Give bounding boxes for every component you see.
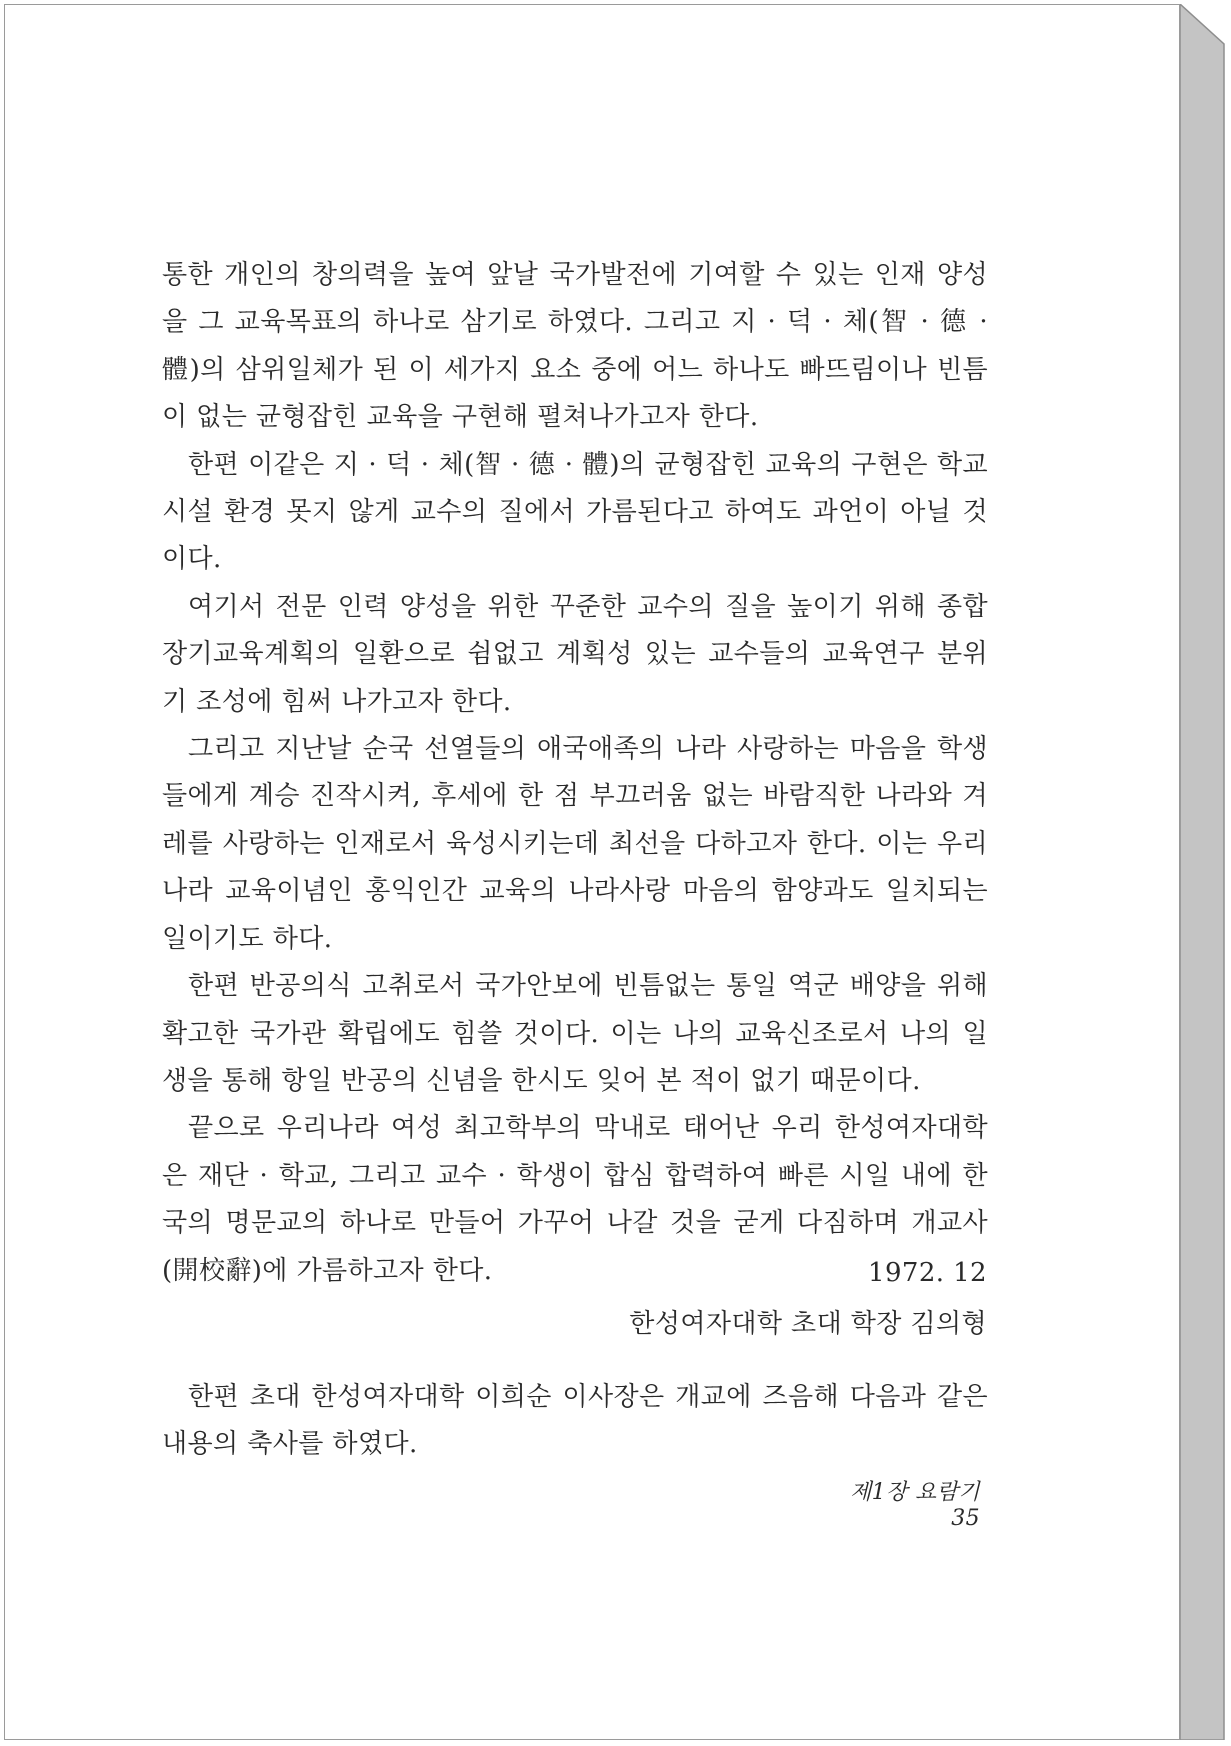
signature-date: 1972. 12 — [868, 1258, 987, 1288]
paragraph: 한편 초대 한성여자대학 이희순 이사장은 개교에 즈음해 다음과 같은 내용의 축사를 하였다. — [162, 1382, 988, 1460]
page-edge — [1180, 4, 1226, 1740]
page-footer: 제1장 요람기 35 — [849, 1480, 980, 1531]
paragraph: 한편 이같은 지 · 덕 · 체(智 · 德 · 體)의 균형잡힌 교육의 구현은 학교 시설 환경 못지 않게 교수의 질에서 가름된다고 하여도 과언이 아닐 것이다. — [162, 449, 988, 575]
signature-block — [629, 1248, 987, 1350]
paragraph: 통한 개인의 창의력을 높여 앞날 국가발전에 기여할 수 있는 인재 양성을 그 교육목표의 하나로 삼기로 하였다. 그리고 지 · 덕 · 체(智 · 德 · 體)의 삼위일체가 된 이 세가지 요소 중에 어느 하나도 빠뜨림이나 빈틈이 없는 균형잡힌 교육을 구현해 펼쳐나가고자 한다. — [162, 260, 988, 433]
paragraph: 한편 반공의식 고취로서 국가안보에 빈틈없는 통일 역군 배양을 위해 확고한 국가관 확립에도 힘쓸 것이다. 이는 나의 교육신조로서 나의 일생을 통해 항일 반공의 신념을 한시도 잊어 본 적이 없기 때문이다. — [162, 971, 988, 1096]
post-text — [162, 1374, 988, 1469]
paragraph: 여기서 전문 인력 양성을 위한 꾸준한 교수의 질을 높이기 위해 종합 장기교육계획의 일환으로 쉼없고 계획성 있는 교수들의 교육연구 분위기 조성에 힘써 나가고자 한다. — [162, 591, 988, 717]
paragraph: 끝으로 우리나라 여성 최고학부의 막내로 태어난 우리 한성여자대학은 재단 · 학교, 그리고 교수 · 학생이 합심 합력하여 빠른 시일 내에 한국의 명문교의 하나로 만들어 가꾸어 나갈 것을 굳게 다짐하며 개교사(開校辭)에 가름하고자 한다. — [162, 1113, 988, 1286]
page-edge-shape — [1180, 4, 1226, 1740]
paragraph: 그리고 지난날 순국 선열들의 애국애족의 나라 사랑하는 마음을 학생들에게 계승 진작시켜, 후세에 한 점 부끄러움 없는 바람직한 나라와 겨레를 사랑하는 인재로서 육성시키는데 최선을 다하고자 한다. 이는 우리나라 교육이념인 홍익인간 교육의 나라사랑 마음의 함양과도 일치되는 일이기도 하다. — [162, 734, 988, 954]
body-text — [162, 252, 988, 1295]
signature-author: 한성여자대학 초대 학장 김의형 — [629, 1309, 987, 1339]
